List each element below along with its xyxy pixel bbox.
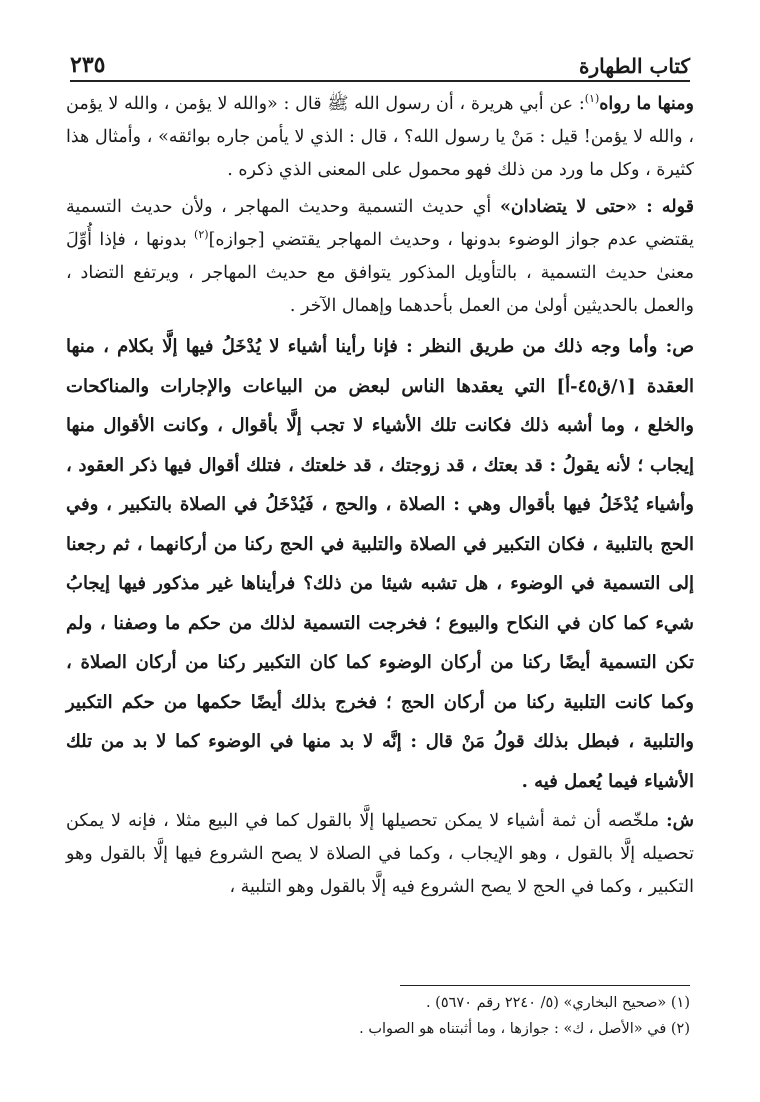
footnote-ref: (٢) bbox=[194, 228, 209, 242]
paragraph-matn bbox=[66, 327, 694, 801]
paragraph-hadith bbox=[66, 88, 694, 187]
footnotes bbox=[70, 990, 690, 1042]
page-header bbox=[70, 38, 690, 78]
running-title: كتاب الطهارة bbox=[579, 54, 690, 78]
paragraph-lead: ومنها ما رواه bbox=[599, 94, 694, 114]
paragraph-commentary bbox=[66, 191, 694, 323]
footnote-ref: (١) bbox=[584, 92, 600, 106]
paragraph-lead: قوله : «حتى لا يتضادان» bbox=[499, 197, 694, 217]
footnote-2: (٢) في «الأصل ، ك» : جوازها ، وما أثبتناه هو الصواب . bbox=[359, 1021, 690, 1037]
page-number: ٢٣٥ bbox=[70, 52, 106, 78]
header-divider bbox=[70, 80, 690, 82]
paragraph-sharh bbox=[66, 805, 694, 904]
footnote-divider bbox=[400, 985, 690, 986]
main-text bbox=[66, 88, 694, 904]
paragraph-text: : عن أبي هريرة ، أن رسول الله ﷺ قال : «والله لا يؤمن ، والله لا يؤمن ، والله لا يؤمن! قيل : مَنْ يا رسول الله؟ ، قال : الذي لا يأمن جاره بوائقه» ، وأمثال هذا كثيرة ، وكل ما ورد من ذلك فهو محمول على المعنى الذي ذكره . bbox=[66, 94, 694, 180]
paragraph-text: ملخّصه أن ثمة أشياء لا يمكن تحصيلها إلَّا بالقول كما في البيع مثلا ، فإنه لا يمكن تحصيله إلَّا بالقول ، وهو الإيجاب ، وكما في الصلاة لا يصح الشروع فيها إلَّا بالقول وهو التكبير ، وكما في الحج لا يصح الشروع فيه إلَّا بالقول وهو التلبية ، bbox=[66, 811, 694, 897]
paragraph-text: ص: وأما وجه ذلك من طريق النظر : فإنا رأينا أشياء لا يُدْخَلُ فيها إلَّا بكلام ، منها العقدة [١/ق٤٥-أ] التي يعقدها الناس لبعض من البياعات والإجارات والمناكحات والخلع ، وما أشبه ذلك فكانت تلك الأشياء لا تجب إلَّا بأقوال ، وكانت الأقوال منها إيجاب ؛ لأنه يقولُ : قد بعتك ، قد زوجتك ، قد خلعتك ، فتلك أقوال فيها ذكر العقود ، وأشياء يُدْخَلُ فيها بأقوال وهي : الصلاة ، والحج ، فَيُدْخَلُ في الصلاة بالتكبير ، وفي الحج بالتلبية ، فكان التكبير في الصلاة والتلبية في الحج ركنا من أركانهما ، ثم رجعنا إلى التسمية في الوضوء ، هل تشبه شيئا من ذلك؟ فرأيناها غير مذكور فيها إيجابُ شيء كما كان في النكاح والبيوع ؛ فخرجت التسمية لذلك من حكم ما وصفنا ، ولم تكن التسمية أيضًا ركنا من أركان الوضوء كما كان التكبير ركنا من أركان الصلاة ، وكما كانت التلبية ركنا من أركان الحج ؛ فخرج بذلك أيضًا حكمها من حكم التكبير والتلبية ، فبطل بذلك قولُ مَنْ قال : إنَّه لا بد منها في الوضوء كما لا بد من تلك الأشياء فيما يُعمل فيه . bbox=[66, 336, 695, 792]
footnote-1: (١) «صحيح البخاري» (٥/ ٢٢٤٠ رقم ٥٦٧٠) . bbox=[425, 995, 690, 1011]
paragraph-text: أي حديث التسمية وحديث المهاجر ، ولأن حديث التسمية يقتضي عدم جواز الوضوء بدونها ، وحديث المهاجر يقتضي [جوازه] bbox=[66, 197, 694, 250]
paragraph-lead: ش: bbox=[666, 811, 694, 831]
paragraph-text-continued: بدونها ، فإذا أُوِّلَ معنىٰ حديث التسمية ، بالتأويل المذكور يتوافق مع حديث المهاجر ، ويرتفع التضاد ، والعمل بالحديثين أولىٰ من العمل بأحدهما وإهمال الآخر . bbox=[66, 230, 694, 316]
